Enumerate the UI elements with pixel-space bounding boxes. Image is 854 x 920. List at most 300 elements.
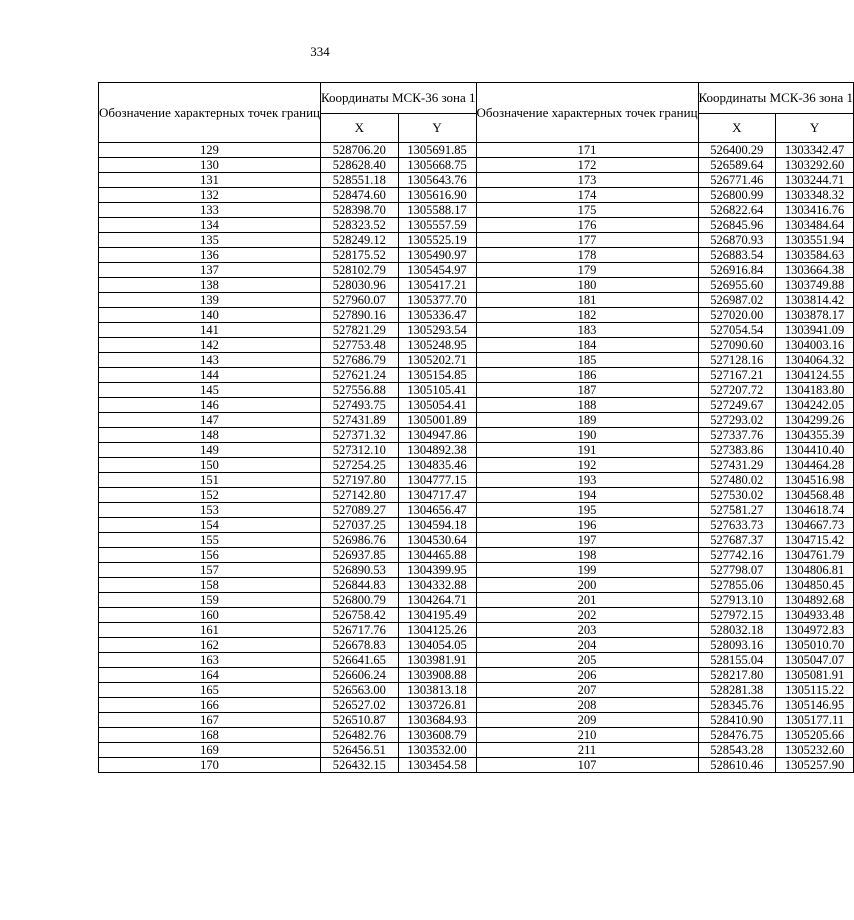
right-x-coordinate-cell: 528410.90 [698, 713, 776, 728]
left-y-coordinate-cell: 1303684.93 [398, 713, 476, 728]
right-point-id-cell: 175 [476, 203, 698, 218]
left-point-id-cell: 142 [99, 338, 321, 353]
table-row [99, 728, 854, 743]
right-x-coordinate-cell: 526883.54 [698, 248, 776, 263]
left-y-coordinate-cell: 1304399.95 [398, 563, 476, 578]
table-row [99, 743, 854, 758]
left-point-id-cell: 169 [99, 743, 321, 758]
right-y-coordinate-cell: 1303348.32 [776, 188, 854, 203]
left-point-id-cell: 129 [99, 143, 321, 158]
right-x-coordinate-cell: 528217.80 [698, 668, 776, 683]
left-point-id-cell: 157 [99, 563, 321, 578]
right-y-coordinate-cell: 1304464.28 [776, 458, 854, 473]
right-x-coordinate-cell: 528476.75 [698, 728, 776, 743]
table-row [99, 503, 854, 518]
left-y-coordinate-cell: 1305202.71 [398, 353, 476, 368]
left-x-coordinate-cell: 528628.40 [321, 158, 399, 173]
left-x-coordinate-cell: 528474.60 [321, 188, 399, 203]
left-y-coordinate-cell: 1303726.81 [398, 698, 476, 713]
right-point-id-cell: 194 [476, 488, 698, 503]
left-y-coordinate-cell: 1304195.49 [398, 608, 476, 623]
right-x-coordinate-cell: 527337.76 [698, 428, 776, 443]
right-point-id-cell: 202 [476, 608, 698, 623]
table-row [99, 683, 854, 698]
left-point-id-cell: 140 [99, 308, 321, 323]
table-row [99, 548, 854, 563]
left-point-id-cell: 170 [99, 758, 321, 773]
right-y-coordinate-cell: 1305205.66 [776, 728, 854, 743]
table-row [99, 533, 854, 548]
table-row [99, 248, 854, 263]
left-x-coordinate-cell: 526678.83 [321, 638, 399, 653]
right-y-coordinate-cell: 1305010.70 [776, 638, 854, 653]
right-y-coordinate-cell: 1305146.95 [776, 698, 854, 713]
right-y-coordinate-cell: 1304850.45 [776, 578, 854, 593]
left-y-coordinate-cell: 1305588.17 [398, 203, 476, 218]
right-point-id-cell: 198 [476, 548, 698, 563]
left-y-coordinate-cell: 1305643.76 [398, 173, 476, 188]
right-x-coordinate-cell: 526771.46 [698, 173, 776, 188]
left-point-id-cell: 147 [99, 413, 321, 428]
left-x-coordinate-cell: 526641.65 [321, 653, 399, 668]
left-x-coordinate-cell: 528706.20 [321, 143, 399, 158]
table-row [99, 563, 854, 578]
table-row [99, 653, 854, 668]
table-row [99, 443, 854, 458]
table-row [99, 218, 854, 233]
right-y-coordinate-cell: 1304516.98 [776, 473, 854, 488]
left-point-id-cell: 135 [99, 233, 321, 248]
right-x-coordinate-cell: 528032.18 [698, 623, 776, 638]
table-row [99, 308, 854, 323]
left-point-id-cell: 143 [99, 353, 321, 368]
right-y-coordinate-cell: 1304064.32 [776, 353, 854, 368]
right-x-coordinate-cell: 528093.16 [698, 638, 776, 653]
right-y-coordinate-cell: 1304242.05 [776, 398, 854, 413]
right-point-id-cell: 207 [476, 683, 698, 698]
left-x-coordinate-cell: 527821.29 [321, 323, 399, 338]
left-x-coordinate-cell: 527254.25 [321, 458, 399, 473]
right-point-id-cell: 174 [476, 188, 698, 203]
left-y-coordinate-cell: 1304530.64 [398, 533, 476, 548]
right-y-coordinate-cell: 1304972.83 [776, 623, 854, 638]
right-y-coordinate-cell: 1304003.16 [776, 338, 854, 353]
right-y-coordinate-cell: 1304715.42 [776, 533, 854, 548]
right-point-id-cell: 172 [476, 158, 698, 173]
table-row [99, 323, 854, 338]
left-x-coordinate-cell: 527686.79 [321, 353, 399, 368]
right-point-id-cell: 203 [476, 623, 698, 638]
left-point-id-cell: 144 [99, 368, 321, 383]
right-point-id-cell: 189 [476, 413, 698, 428]
left-y-coordinate-cell: 1304465.88 [398, 548, 476, 563]
table-row [99, 668, 854, 683]
left-point-id-cell: 167 [99, 713, 321, 728]
table-row [99, 368, 854, 383]
right-x-coordinate-cell: 527249.67 [698, 398, 776, 413]
left-x-coordinate-cell: 527960.07 [321, 293, 399, 308]
left-x-coordinate-cell: 526800.79 [321, 593, 399, 608]
right-x-coordinate-cell: 526589.64 [698, 158, 776, 173]
right-y-coordinate-cell: 1303749.88 [776, 278, 854, 293]
table-body [99, 143, 854, 773]
right-y-coordinate-cell: 1303584.63 [776, 248, 854, 263]
right-point-id-cell: 205 [476, 653, 698, 668]
left-point-id-cell: 154 [99, 518, 321, 533]
left-x-coordinate-cell: 527621.24 [321, 368, 399, 383]
right-x-coordinate-cell: 527480.02 [698, 473, 776, 488]
left-x-coordinate-cell: 527753.48 [321, 338, 399, 353]
table-row [99, 263, 854, 278]
right-point-id-cell: 178 [476, 248, 698, 263]
right-point-id-cell: 195 [476, 503, 698, 518]
left-point-id-cell: 131 [99, 173, 321, 188]
table-row [99, 593, 854, 608]
table-row [99, 383, 854, 398]
right-y-coordinate-cell: 1303814.42 [776, 293, 854, 308]
left-y-coordinate-cell: 1304594.18 [398, 518, 476, 533]
right-y-coordinate-cell: 1303878.17 [776, 308, 854, 323]
right-x-coordinate-cell: 528345.76 [698, 698, 776, 713]
left-x-coordinate-cell: 526432.15 [321, 758, 399, 773]
right-y-coordinate-cell: 1304618.74 [776, 503, 854, 518]
right-x-coordinate-cell: 526870.93 [698, 233, 776, 248]
table-row [99, 473, 854, 488]
left-x-coordinate-cell: 527890.16 [321, 308, 399, 323]
right-x-coordinate-cell: 527581.27 [698, 503, 776, 518]
right-x-coordinate-cell: 527293.02 [698, 413, 776, 428]
left-y-coordinate-cell: 1303608.79 [398, 728, 476, 743]
table-row [99, 488, 854, 503]
right-x-coordinate-cell: 526800.99 [698, 188, 776, 203]
left-x-coordinate-cell: 526844.83 [321, 578, 399, 593]
left-y-coordinate-cell: 1304264.71 [398, 593, 476, 608]
header-designation-left: Обозначение характерных точек границ [99, 83, 321, 143]
left-y-coordinate-cell: 1305105.41 [398, 383, 476, 398]
left-point-id-cell: 138 [99, 278, 321, 293]
left-x-coordinate-cell: 526510.87 [321, 713, 399, 728]
left-y-coordinate-cell: 1304717.47 [398, 488, 476, 503]
right-point-id-cell: 171 [476, 143, 698, 158]
header-designation-right: Обозначение характерных точек границ [476, 83, 698, 143]
left-x-coordinate-cell: 527493.75 [321, 398, 399, 413]
left-point-id-cell: 163 [99, 653, 321, 668]
left-x-coordinate-cell: 528398.70 [321, 203, 399, 218]
left-y-coordinate-cell: 1305417.21 [398, 278, 476, 293]
right-point-id-cell: 211 [476, 743, 698, 758]
right-x-coordinate-cell: 526987.02 [698, 293, 776, 308]
left-point-id-cell: 150 [99, 458, 321, 473]
right-point-id-cell: 199 [476, 563, 698, 578]
right-x-coordinate-cell: 527207.72 [698, 383, 776, 398]
left-x-coordinate-cell: 527142.80 [321, 488, 399, 503]
left-x-coordinate-cell: 528175.52 [321, 248, 399, 263]
right-x-coordinate-cell: 527633.73 [698, 518, 776, 533]
right-x-coordinate-cell: 527167.21 [698, 368, 776, 383]
right-y-coordinate-cell: 1303292.60 [776, 158, 854, 173]
left-y-coordinate-cell: 1305454.97 [398, 263, 476, 278]
left-y-coordinate-cell: 1305293.54 [398, 323, 476, 338]
header-coord-group-left: Координаты МСК-36 зона 1 [321, 83, 477, 114]
right-y-coordinate-cell: 1304933.48 [776, 608, 854, 623]
left-y-coordinate-cell: 1305691.85 [398, 143, 476, 158]
left-y-coordinate-cell: 1303908.88 [398, 668, 476, 683]
right-x-coordinate-cell: 526845.96 [698, 218, 776, 233]
right-point-id-cell: 187 [476, 383, 698, 398]
right-point-id-cell: 200 [476, 578, 698, 593]
page-number: 334 [310, 44, 330, 59]
left-point-id-cell: 161 [99, 623, 321, 638]
right-point-id-cell: 176 [476, 218, 698, 233]
right-y-coordinate-cell: 1304299.26 [776, 413, 854, 428]
left-point-id-cell: 153 [99, 503, 321, 518]
right-y-coordinate-cell: 1303484.64 [776, 218, 854, 233]
table-row [99, 413, 854, 428]
right-x-coordinate-cell: 526400.29 [698, 143, 776, 158]
right-point-id-cell: 206 [476, 668, 698, 683]
left-y-coordinate-cell: 1304947.86 [398, 428, 476, 443]
right-point-id-cell: 201 [476, 593, 698, 608]
right-x-coordinate-cell: 527431.29 [698, 458, 776, 473]
right-x-coordinate-cell: 527090.60 [698, 338, 776, 353]
table-row [99, 428, 854, 443]
left-point-id-cell: 132 [99, 188, 321, 203]
right-point-id-cell: 197 [476, 533, 698, 548]
right-x-coordinate-cell: 527913.10 [698, 593, 776, 608]
right-point-id-cell: 173 [476, 173, 698, 188]
table-row [99, 278, 854, 293]
right-y-coordinate-cell: 1304355.39 [776, 428, 854, 443]
right-point-id-cell: 181 [476, 293, 698, 308]
right-point-id-cell: 191 [476, 443, 698, 458]
right-x-coordinate-cell: 527687.37 [698, 533, 776, 548]
table-row [99, 203, 854, 218]
right-point-id-cell: 190 [476, 428, 698, 443]
right-y-coordinate-cell: 1303416.76 [776, 203, 854, 218]
right-y-coordinate-cell: 1305177.11 [776, 713, 854, 728]
right-y-coordinate-cell: 1305081.91 [776, 668, 854, 683]
left-point-id-cell: 165 [99, 683, 321, 698]
left-point-id-cell: 152 [99, 488, 321, 503]
right-point-id-cell: 182 [476, 308, 698, 323]
left-x-coordinate-cell: 526890.53 [321, 563, 399, 578]
right-y-coordinate-cell: 1305047.07 [776, 653, 854, 668]
table-row [99, 578, 854, 593]
table-row [99, 398, 854, 413]
left-x-coordinate-cell: 528249.12 [321, 233, 399, 248]
left-y-coordinate-cell: 1305377.70 [398, 293, 476, 308]
left-y-coordinate-cell: 1303981.91 [398, 653, 476, 668]
table-row [99, 698, 854, 713]
left-point-id-cell: 162 [99, 638, 321, 653]
right-y-coordinate-cell: 1303551.94 [776, 233, 854, 248]
table-row [99, 623, 854, 638]
left-point-id-cell: 158 [99, 578, 321, 593]
table-row [99, 458, 854, 473]
header-coord-group-right: Координаты МСК-36 зона 1 [698, 83, 854, 114]
left-x-coordinate-cell: 528551.18 [321, 173, 399, 188]
right-y-coordinate-cell: 1303941.09 [776, 323, 854, 338]
right-y-coordinate-cell: 1304568.48 [776, 488, 854, 503]
left-y-coordinate-cell: 1304332.88 [398, 578, 476, 593]
table-row [99, 713, 854, 728]
right-point-id-cell: 186 [476, 368, 698, 383]
right-x-coordinate-cell: 527383.86 [698, 443, 776, 458]
right-x-coordinate-cell: 526822.64 [698, 203, 776, 218]
right-point-id-cell: 193 [476, 473, 698, 488]
left-point-id-cell: 137 [99, 263, 321, 278]
table-row [99, 338, 854, 353]
left-x-coordinate-cell: 527431.89 [321, 413, 399, 428]
right-point-id-cell: 180 [476, 278, 698, 293]
left-point-id-cell: 155 [99, 533, 321, 548]
left-y-coordinate-cell: 1305668.75 [398, 158, 476, 173]
left-point-id-cell: 130 [99, 158, 321, 173]
left-x-coordinate-cell: 526717.76 [321, 623, 399, 638]
left-point-id-cell: 148 [99, 428, 321, 443]
table-row [99, 158, 854, 173]
left-point-id-cell: 151 [99, 473, 321, 488]
table-row [99, 188, 854, 203]
right-y-coordinate-cell: 1304892.68 [776, 593, 854, 608]
left-y-coordinate-cell: 1305248.95 [398, 338, 476, 353]
right-point-id-cell: 184 [476, 338, 698, 353]
left-x-coordinate-cell: 527089.27 [321, 503, 399, 518]
left-y-coordinate-cell: 1305154.85 [398, 368, 476, 383]
left-x-coordinate-cell: 527371.32 [321, 428, 399, 443]
left-point-id-cell: 149 [99, 443, 321, 458]
left-y-coordinate-cell: 1303454.58 [398, 758, 476, 773]
left-y-coordinate-cell: 1304656.47 [398, 503, 476, 518]
left-point-id-cell: 146 [99, 398, 321, 413]
right-point-id-cell: 107 [476, 758, 698, 773]
right-y-coordinate-cell: 1304124.55 [776, 368, 854, 383]
left-x-coordinate-cell: 526937.85 [321, 548, 399, 563]
left-x-coordinate-cell: 528323.52 [321, 218, 399, 233]
left-point-id-cell: 166 [99, 698, 321, 713]
right-y-coordinate-cell: 1305257.90 [776, 758, 854, 773]
right-x-coordinate-cell: 528610.46 [698, 758, 776, 773]
left-point-id-cell: 156 [99, 548, 321, 563]
right-x-coordinate-cell: 527128.16 [698, 353, 776, 368]
left-y-coordinate-cell: 1304777.15 [398, 473, 476, 488]
table-row [99, 758, 854, 773]
left-point-id-cell: 145 [99, 383, 321, 398]
left-y-coordinate-cell: 1303532.00 [398, 743, 476, 758]
table-row [99, 173, 854, 188]
left-x-coordinate-cell: 526986.76 [321, 533, 399, 548]
left-point-id-cell: 136 [99, 248, 321, 263]
right-y-coordinate-cell: 1305115.22 [776, 683, 854, 698]
left-y-coordinate-cell: 1304054.05 [398, 638, 476, 653]
left-y-coordinate-cell: 1305490.97 [398, 248, 476, 263]
left-point-id-cell: 160 [99, 608, 321, 623]
right-x-coordinate-cell: 528281.38 [698, 683, 776, 698]
left-y-coordinate-cell: 1304835.46 [398, 458, 476, 473]
left-y-coordinate-cell: 1304892.38 [398, 443, 476, 458]
left-x-coordinate-cell: 526563.00 [321, 683, 399, 698]
right-x-coordinate-cell: 527530.02 [698, 488, 776, 503]
right-point-id-cell: 208 [476, 698, 698, 713]
table-row [99, 518, 854, 533]
left-y-coordinate-cell: 1303813.18 [398, 683, 476, 698]
left-y-coordinate-cell: 1305525.19 [398, 233, 476, 248]
right-point-id-cell: 188 [476, 398, 698, 413]
header-y-right: Y [776, 114, 854, 143]
right-x-coordinate-cell: 526955.60 [698, 278, 776, 293]
right-point-id-cell: 183 [476, 323, 698, 338]
right-point-id-cell: 179 [476, 263, 698, 278]
left-point-id-cell: 168 [99, 728, 321, 743]
right-y-coordinate-cell: 1303342.47 [776, 143, 854, 158]
right-y-coordinate-cell: 1304667.73 [776, 518, 854, 533]
left-x-coordinate-cell: 526527.02 [321, 698, 399, 713]
left-y-coordinate-cell: 1305557.59 [398, 218, 476, 233]
header-x-left: X [321, 114, 399, 143]
right-point-id-cell: 209 [476, 713, 698, 728]
left-x-coordinate-cell: 526758.42 [321, 608, 399, 623]
left-y-coordinate-cell: 1304125.26 [398, 623, 476, 638]
right-x-coordinate-cell: 527742.16 [698, 548, 776, 563]
right-y-coordinate-cell: 1304183.80 [776, 383, 854, 398]
table-row [99, 233, 854, 248]
right-y-coordinate-cell: 1304806.81 [776, 563, 854, 578]
left-y-coordinate-cell: 1305001.89 [398, 413, 476, 428]
right-y-coordinate-cell: 1304410.40 [776, 443, 854, 458]
left-x-coordinate-cell: 526482.76 [321, 728, 399, 743]
right-x-coordinate-cell: 528155.04 [698, 653, 776, 668]
left-x-coordinate-cell: 527312.10 [321, 443, 399, 458]
left-x-coordinate-cell: 526606.24 [321, 668, 399, 683]
right-x-coordinate-cell: 527054.54 [698, 323, 776, 338]
header-x-right: X [698, 114, 776, 143]
left-point-id-cell: 134 [99, 218, 321, 233]
table-row [99, 638, 854, 653]
right-y-coordinate-cell: 1303664.38 [776, 263, 854, 278]
coordinates-table [98, 82, 854, 773]
right-x-coordinate-cell: 526916.84 [698, 263, 776, 278]
left-x-coordinate-cell: 527197.80 [321, 473, 399, 488]
right-x-coordinate-cell: 528543.28 [698, 743, 776, 758]
right-y-coordinate-cell: 1303244.71 [776, 173, 854, 188]
left-point-id-cell: 164 [99, 668, 321, 683]
table-row [99, 353, 854, 368]
right-x-coordinate-cell: 527855.06 [698, 578, 776, 593]
left-y-coordinate-cell: 1305616.90 [398, 188, 476, 203]
left-point-id-cell: 141 [99, 323, 321, 338]
left-x-coordinate-cell: 527037.25 [321, 518, 399, 533]
header-y-left: Y [398, 114, 476, 143]
left-point-id-cell: 159 [99, 593, 321, 608]
left-x-coordinate-cell: 527556.88 [321, 383, 399, 398]
right-point-id-cell: 192 [476, 458, 698, 473]
right-point-id-cell: 177 [476, 233, 698, 248]
left-x-coordinate-cell: 528030.96 [321, 278, 399, 293]
table-row [99, 143, 854, 158]
left-x-coordinate-cell: 528102.79 [321, 263, 399, 278]
right-point-id-cell: 196 [476, 518, 698, 533]
left-point-id-cell: 139 [99, 293, 321, 308]
right-x-coordinate-cell: 527020.00 [698, 308, 776, 323]
left-y-coordinate-cell: 1305054.41 [398, 398, 476, 413]
left-y-coordinate-cell: 1305336.47 [398, 308, 476, 323]
table-row [99, 608, 854, 623]
left-point-id-cell: 133 [99, 203, 321, 218]
right-point-id-cell: 204 [476, 638, 698, 653]
right-point-id-cell: 185 [476, 353, 698, 368]
left-x-coordinate-cell: 526456.51 [321, 743, 399, 758]
table-row [99, 293, 854, 308]
